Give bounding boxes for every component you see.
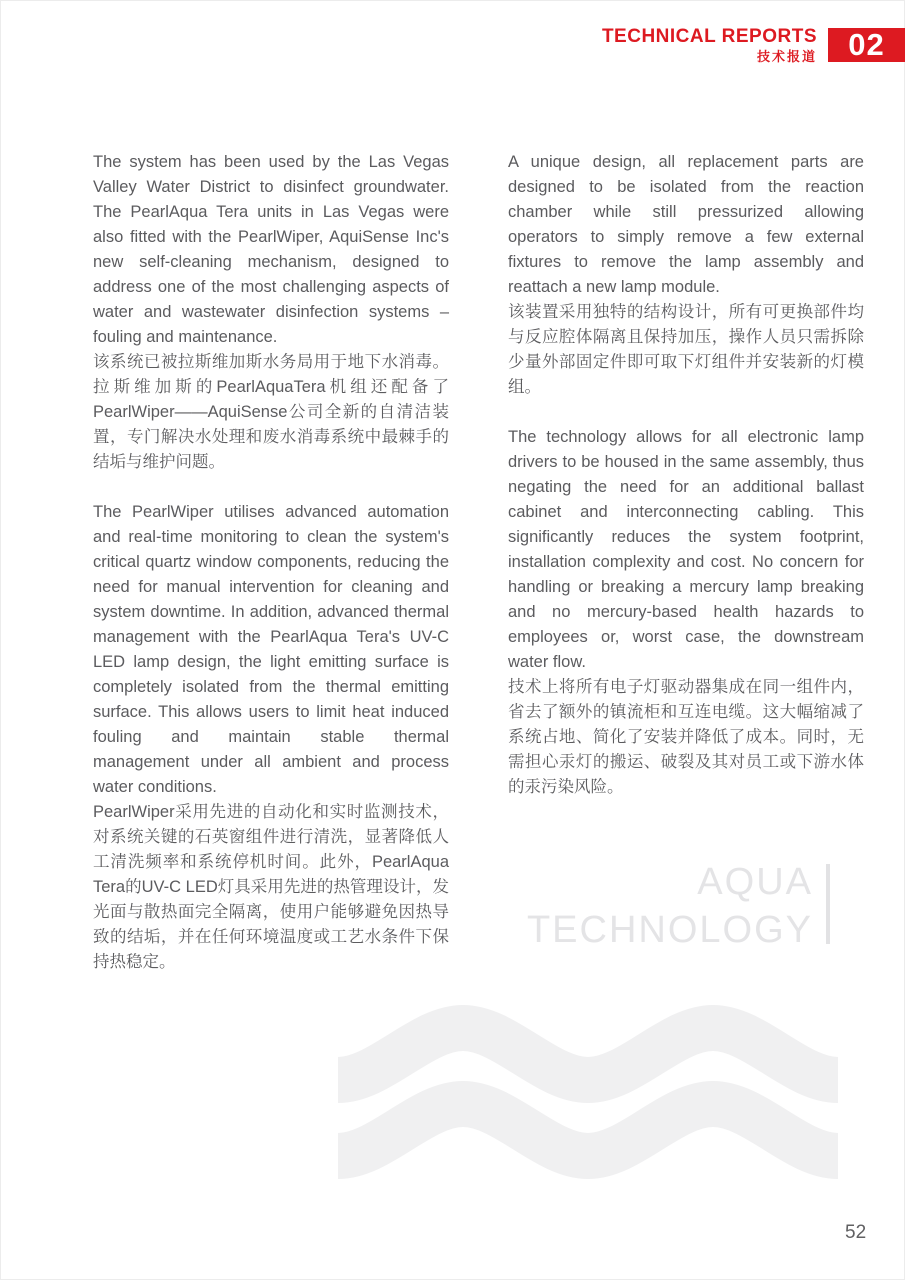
wave-graphic	[338, 1002, 840, 1182]
column-left	[93, 150, 449, 975]
watermark-line2: TECHNOLOGY	[526, 909, 813, 951]
wave-band-top	[338, 1028, 838, 1080]
aqua-technology-watermark	[527, 858, 813, 954]
article-block	[508, 425, 864, 800]
article-block	[508, 150, 864, 400]
column-right	[508, 150, 864, 800]
paragraph-zh: 该装置采用独特的结构设计，所有可更换部件均与反应腔体隔离且保持加压，操作人员只需拆除少量外部固定件即可取下灯组件并安装新的灯模组。	[508, 303, 864, 396]
paragraph-en: The technology allows for all electronic lamp drivers to be housed in the same assembly, thus negating the need for an additional ballast cabinet and interconnecting cabling. This significantly reduces the system footprint, installation complexity and cost. No concern for handling or breaking a mercury lamp breaking and no mercury-based health hazards to employees or, worst case, the downstream water flow.	[508, 428, 864, 671]
header-title-en: TECHNICAL REPORTS	[601, 26, 817, 47]
page-header	[602, 27, 817, 64]
watermark-line1: AQUA	[697, 861, 813, 903]
paragraph-zh: 技术上将所有电子灯驱动器集成在同一组件内，省去了额外的镇流柜和互连电缆。这大幅缩减了系统占地、简化了安装并降低了成本。同时，无需担心汞灯的搬运、破裂及其对员工或下游水体的汞污染风险。	[508, 678, 864, 796]
watermark-vertical-bar	[826, 864, 830, 944]
article-block	[93, 500, 449, 975]
paragraph-zh: 该系统已被拉斯维加斯水务局用于地下水消毒。拉斯维加斯的PearlAquaTera机组还配备了PearlWiper——AquiSense公司全新的自清洁装置，专门解决水处理和废水消毒系统中最棘手的结垢与维护问题。	[93, 353, 449, 471]
wave-band-bottom	[338, 1104, 838, 1156]
paragraph-en: The system has been used by the Las Vegas Valley Water District to disinfect groundwater. The PearlAqua Tera units in Las Vegas were also fitted with the PearlWiper, AquiSense Inc's new self-cleaning mechanism, designed to address one of the most challenging aspects of water and wastewater disinfection systems – fouling and maintenance.	[93, 153, 449, 346]
section-number-badge: 02	[828, 28, 905, 62]
header-title-zh: 技术报道	[756, 48, 817, 64]
paragraph-en: The PearlWiper utilises advanced automation and real-time monitoring to clean the system's critical quartz window components, reducing the need for manual intervention for cleaning and system downtime. In addition, advanced thermal management with the PearlAqua Tera's UV-C LED lamp design, the light emitting surface is completely isolated from the thermal emitting surface. This allows users to limit heat induced fouling and maintain stable thermal management under all ambient and process water conditions.	[93, 503, 449, 796]
page-number: 52	[845, 1222, 867, 1243]
paragraph-zh: PearlWiper采用先进的自动化和实时监测技术，对系统关键的石英窗组件进行清洗，显著降低人工清洗频率和系统停机时间。此外，PearlAqua Tera的UV-C LED灯具采用先进的热管理设计，发光面与散热面完全隔离，使用户能够避免因热导致的结垢，并在任何环境温度或工艺水条件下保持热稳定。	[93, 803, 449, 971]
paragraph-en: A unique design, all replacement parts are designed to be isolated from the reaction chamber while still pressurized allowing operators to simply remove a few external fixtures to remove the lamp assembly and reattach a new lamp module.	[508, 153, 864, 296]
article-block	[93, 150, 449, 475]
